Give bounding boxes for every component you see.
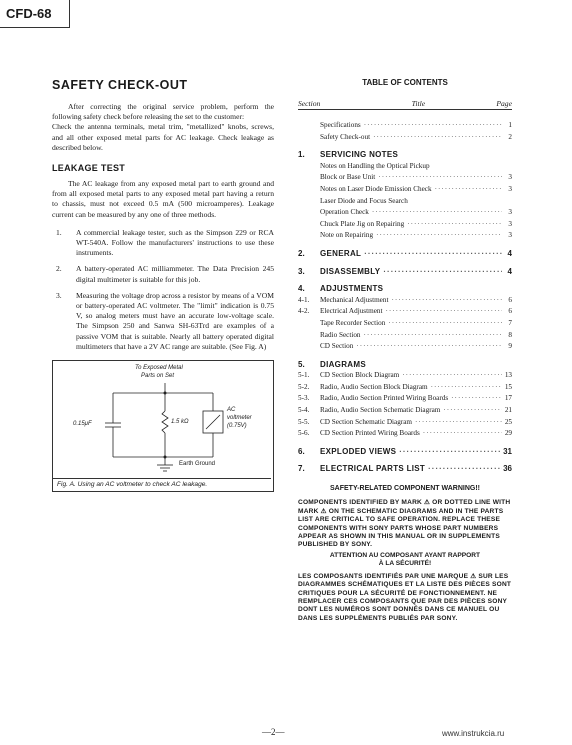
warning-fr-title: ATTENTION AU COMPOSANT AYANT RAPPORT À LA SÉCURITÉ! xyxy=(329,551,481,568)
toc-header: Section Title Page xyxy=(298,99,512,108)
list-item: 2. A battery-operated AC milliammeter. The Data Precision 245 digital multimeter is suitable for this job. xyxy=(56,264,274,284)
toc-row: 5-2. Radio, Audio Section Block Diagram ····· 15 xyxy=(298,382,512,394)
toc-row: Notes on Laser Diode Emission Check ····· 3 xyxy=(298,184,512,196)
toc-row: 5-3. Radio, Audio Section Printed Wiring Boards ····· 17 xyxy=(298,393,512,405)
toc-title: TABLE OF CONTENTS xyxy=(362,78,448,87)
figure-label: Parts on Set xyxy=(141,373,175,380)
page-number: —2— xyxy=(262,727,285,737)
ground-label: Earth Ground xyxy=(179,461,216,468)
safety-warning xyxy=(298,485,512,623)
toc-row: Chuck Plate Jig on Repairing ····· 3 xyxy=(298,219,512,231)
toc-row: Tape Recorder Section ····· 7 xyxy=(298,318,512,330)
toc-column xyxy=(298,78,512,623)
intro-text-2: Check the antenna terminals, metal trim, "metallized" knobs, screws, and all other exposed metal parts for AC leakage. Check leakage as described below. xyxy=(52,122,274,152)
model-tag: CFD-68 xyxy=(0,0,70,28)
toc-row: 4-1. Mechanical Adjustment ····· 6 xyxy=(298,295,512,307)
voltmeter-label: voltmeter xyxy=(227,415,252,422)
safety-title: SAFETY CHECK-OUT xyxy=(52,78,188,92)
methods-list xyxy=(52,228,274,352)
toc-row: 4. ADJUSTMENTS xyxy=(298,284,384,294)
toc-row: Safety Check-out ····· 2 xyxy=(298,132,512,144)
leakage-title: LEAKAGE TEST xyxy=(52,163,126,174)
intro-text: After correcting the original service problem, perform the following safety check before releasing the set to the customer: xyxy=(52,102,274,122)
toc-row: 6. EXPLODED VIEWS ····· 31 xyxy=(298,446,512,458)
voltmeter-label: AC xyxy=(227,407,236,414)
figure-caption: Fig. A. Using an AC voltmeter to check AC leakage. xyxy=(53,478,271,488)
toc-row: 5-1. CD Section Block Diagram ····· 13 xyxy=(298,370,512,382)
list-item: 3. Measuring the voltage drop across a resistor by means of a VOM or battery-operated AC voltmeter. The "limit" indication is 0.75 V, so analog meters must have an accurate low-voltage scale. The Simpson 250 and Sanwa SH-63Trd are examples of a passive VOM that is suitable. Nearly all battery operated digital multimeters that have a 2V AC range are suitable. (See Fig. A) xyxy=(56,290,274,351)
toc-row: Note on Repairing ····· 3 xyxy=(298,230,512,242)
toc-row: 5-5. CD Section Schematic Diagram ····· 25 xyxy=(298,417,512,429)
capacitor-label: 0.15μF xyxy=(73,421,92,428)
warning-fr-body: LES COMPOSANTS IDENTIFIÉS PAR UNE MARQUE ⚠ SUR LES DIAGRAMMES SCHÉMATIQUES ET LA LISTE DES PIÈCES SONT CRITIQUES POUR LA SÉCURITÉ DE FONCTIONNEMENT. NE REMPLACER CES COMPOSANTS QUE PAR DES PIÈCES SONY DONT LES NUMÉROS SONT DONNÉS DANS CE MANUEL OU DANS LES SUPPLÉMENTS PUBLIÉS PAR SONY. xyxy=(298,572,512,622)
watermark: www.instrukcia.ru xyxy=(442,729,505,738)
toc-row: Radio Section ····· 8 xyxy=(298,330,512,342)
toc-row: Block or Base Unit ····· 3 xyxy=(298,172,512,184)
list-item: 1. A commercial leakage tester, such as the Simpson 229 or RCA WT-540A. Follow the manufacturers' instructions to use these instruments. xyxy=(56,227,274,258)
toc-row: 3. DISASSEMBLY ····· 4 xyxy=(298,266,512,278)
toc-row: 5. DIAGRAMS xyxy=(298,359,366,369)
toc-row: 2. GENERAL ····· 4 xyxy=(298,248,512,260)
toc-row: Operation Check ····· 3 xyxy=(298,207,512,219)
figure-a xyxy=(52,360,274,492)
voltmeter-label: (0.75V) xyxy=(227,423,247,430)
safety-column xyxy=(52,78,274,492)
toc-row: 7. ELECTRICAL PARTS LIST ····· 36 xyxy=(298,463,512,475)
toc-list xyxy=(298,120,512,475)
figure-label: To Exposed Metal xyxy=(135,365,183,372)
toc-row: Specifications ····· 1 xyxy=(298,120,512,132)
toc-row: Notes on Handling the Optical Pickup xyxy=(320,161,430,170)
warning-title: SAFETY-RELATED COMPONENT WARNING!! xyxy=(330,485,480,493)
toc-row: 5-4. Radio, Audio Section Schematic Diagram ····· 21 xyxy=(298,405,512,417)
warning-body: COMPONENTS IDENTIFIED BY MARK ⚠ OR DOTTED LINE WITH MARK ⚠ ON THE SCHEMATIC DIAGRAMS AND IN THE PARTS LIST ARE CRITICAL TO SAFE OPERATION. REPLACE THESE COMPONENTS WITH SONY PARTS WHOSE PART NUMBERS APPEAR AS SHOWN IN THIS MANUAL OR IN SUPPLEMENTS PUBLISHED BY SONY. xyxy=(298,499,511,549)
toc-row: CD Section ····· 9 xyxy=(298,341,512,353)
leakage-paragraph: The AC leakage from any exposed metal part to earth ground and from all exposed metal parts to any exposed metal part having a return to chassis, must not exceed 0.5 mA (500 microamperes). Leakage current can be measured by any one of three methods. xyxy=(52,179,274,219)
resistor-label: 1.5 kΩ xyxy=(171,419,189,426)
toc-row: 4-2. Electrical Adjustment ····· 6 xyxy=(298,306,512,318)
toc-row: Laser Diode and Focus Search xyxy=(320,196,408,205)
toc-row: 5-6. CD Section Printed Wiring Boards ····· 29 xyxy=(298,428,512,440)
toc-row: 1. SERVICING NOTES xyxy=(298,150,399,160)
